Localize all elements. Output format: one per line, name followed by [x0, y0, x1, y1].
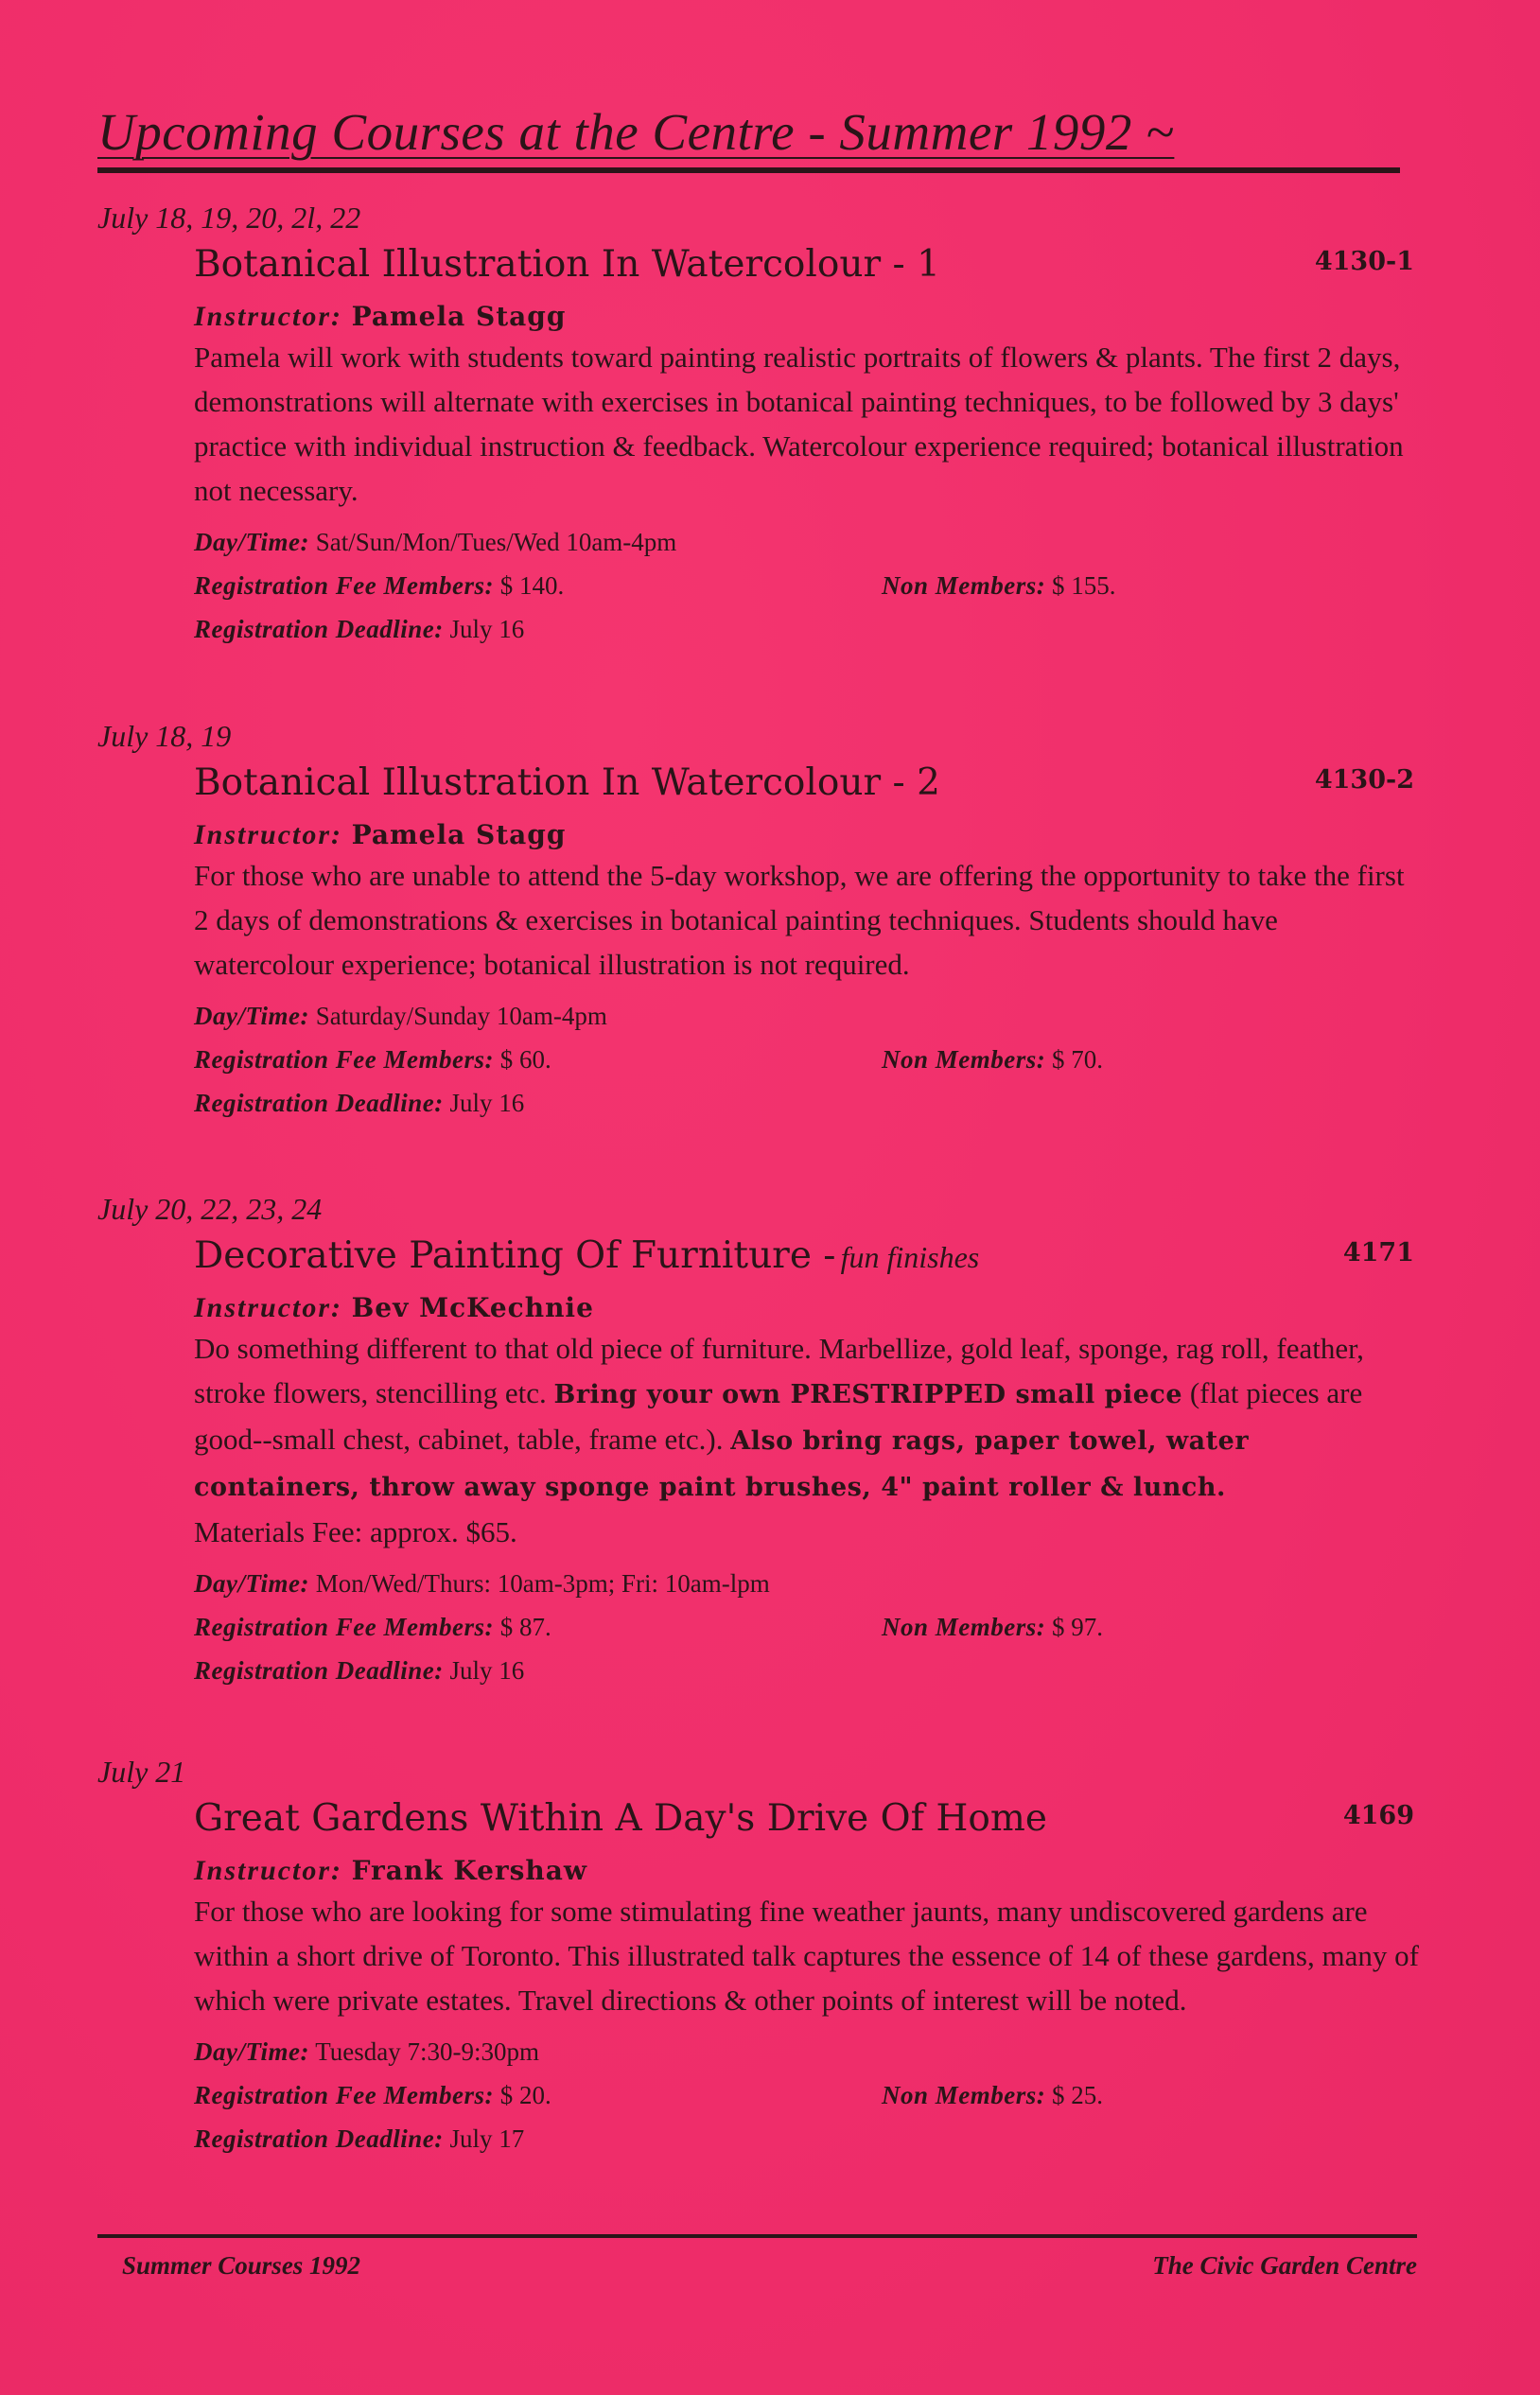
- course-subtitle: fun finishes: [840, 1240, 980, 1274]
- course-title: Botanical Illustration In Watercolour - 1: [194, 243, 940, 286]
- course-description: For those who are unable to attend the 5-day workshop, we are offering the opportunity to take the first 2 days of demonstrations & exercises in botanical painting techniques. Students should have watercolour experience; botanical illustration is not required.: [194, 859, 1405, 981]
- fee-non-members-value: $ 97.: [1052, 1613, 1103, 1641]
- page-header: [97, 102, 1400, 173]
- fee-members-value: $ 140.: [499, 571, 565, 600]
- course-section: [97, 201, 1422, 651]
- course-meta: [194, 2030, 1414, 2160]
- course-code: 4130-1: [1314, 247, 1414, 276]
- deadline-label: Registration Deadline:: [194, 1656, 444, 1685]
- non-members-label: Non Members:: [882, 571, 1046, 600]
- course-section: [97, 1755, 1422, 2160]
- deadline-value: July 16: [449, 1089, 525, 1117]
- instructor-line: [194, 818, 1414, 851]
- page-footer: [97, 2234, 1417, 2280]
- fee-members-label: Registration Fee Members:: [194, 1613, 494, 1641]
- day-time-value: Saturday/Sunday 10am-4pm: [315, 1002, 607, 1030]
- deadline-label: Registration Deadline:: [194, 1089, 444, 1117]
- deadline-label: Registration Deadline:: [194, 2124, 444, 2153]
- course-description: Pamela will work with students toward painting realistic portraits of flowers & plants. The first 2 days, demonstrations will alternate with exercises in botanical painting techniques, to be followed by 3 days' practice with individual instruction & feedback. Watercolour experience required; botanical illustration not necessary.: [194, 341, 1404, 507]
- instructor-label: Instructor:: [194, 301, 343, 332]
- instructor-label: Instructor:: [194, 819, 343, 850]
- instructor-name: Bev McKechnie: [351, 1292, 594, 1323]
- fee-non-members-value: $ 25.: [1052, 2081, 1103, 2109]
- description-text: (flat pieces are good--small chest, cabinet, table, frame etc.).: [194, 1376, 1363, 1456]
- non-members-label: Non Members:: [882, 2081, 1046, 2109]
- non-members-label: Non Members:: [882, 1613, 1046, 1641]
- course-date: July 20, 22, 23, 24: [97, 1192, 323, 1226]
- course-title: Decorative Painting Of Furniture -: [194, 1234, 836, 1277]
- fee-non-members-value: $ 155.: [1052, 571, 1116, 600]
- course-meta: [194, 994, 1414, 1125]
- day-time-value: Sat/Sun/Mon/Tues/Wed 10am-4pm: [315, 528, 677, 556]
- day-time-label: Day/Time:: [194, 528, 309, 556]
- course-meta: [194, 520, 1414, 651]
- course-description: For those who are looking for some stimulating fine weather jaunts, many undiscovered gardens are within a short drive of Toronto. This illustrated talk captures the essence of 14 of these gardens, many of which were private estates. Travel directions & other points of interest will be noted.: [194, 1895, 1419, 2017]
- deadline-value: July 17: [449, 2124, 525, 2153]
- deadline-label: Registration Deadline:: [194, 615, 444, 643]
- day-time-label: Day/Time:: [194, 2037, 309, 2066]
- instructor-label: Instructor:: [194, 1292, 343, 1323]
- instructor-line: [194, 300, 1414, 333]
- course-date: July 18, 19: [97, 719, 232, 753]
- course-code: 4169: [1342, 1801, 1414, 1830]
- course-description: [194, 1326, 1424, 1554]
- day-time-label: Day/Time:: [194, 1569, 309, 1598]
- course-code: 4130-2: [1314, 765, 1414, 795]
- deadline-value: July 16: [449, 615, 525, 643]
- course-meta: [194, 1562, 1414, 1692]
- day-time-value: Mon/Wed/Thurs: 10am-3pm; Fri: 10am-lpm: [315, 1569, 770, 1598]
- fee-members-value: $ 87.: [499, 1613, 551, 1641]
- instructor-label: Instructor:: [194, 1855, 343, 1886]
- course-date: July 18, 19, 20, 2l, 22: [97, 201, 361, 235]
- course-code: 4171: [1342, 1238, 1414, 1267]
- course-date: July 21: [97, 1755, 186, 1789]
- fee-members-label: Registration Fee Members:: [194, 571, 494, 600]
- instructor-name: Pamela Stagg: [351, 301, 567, 332]
- page-title: Upcoming Courses at the Centre - Summer 1992 ~: [97, 103, 1175, 161]
- fee-members-label: Registration Fee Members:: [194, 1045, 494, 1074]
- materials-fee: Materials Fee: approx. $65.: [194, 1515, 517, 1548]
- description-text: Do something different to that old piece of furniture. Marbellize, gold leaf, sponge, rag roll, feather, stroke flowers, stencilling etc.: [194, 1332, 1364, 1409]
- non-members-label: Non Members:: [882, 1045, 1046, 1074]
- footer-right: The Civic Garden Centre: [1152, 2251, 1417, 2280]
- fee-members-value: $ 20.: [499, 2081, 551, 2109]
- fee-members-value: $ 60.: [499, 1045, 551, 1074]
- day-time-value: Tuesday 7:30-9:30pm: [315, 2037, 539, 2066]
- fee-non-members-value: $ 70.: [1052, 1045, 1103, 1074]
- course-section: [97, 1192, 1422, 1692]
- fee-members-label: Registration Fee Members:: [194, 2081, 494, 2109]
- course-title: Great Gardens Within A Day's Drive Of Home: [194, 1797, 1047, 1840]
- instructor-line: [194, 1291, 1414, 1324]
- instructor-line: [194, 1854, 1414, 1887]
- instructor-name: Frank Kershaw: [351, 1855, 588, 1886]
- footer-left: Summer Courses 1992: [122, 2251, 361, 2280]
- description-bold: Also bring rags, paper towel, water containers, throw away sponge paint brushes, 4" paint roller & lunch.: [194, 1426, 1250, 1502]
- course-title: Botanical Illustration In Watercolour - 2: [194, 761, 940, 804]
- course-section: [97, 719, 1422, 1125]
- description-bold: Bring your own PRESTRIPPED small piece: [553, 1380, 1183, 1409]
- deadline-value: July 16: [449, 1656, 525, 1685]
- day-time-label: Day/Time:: [194, 1002, 309, 1030]
- instructor-name: Pamela Stagg: [351, 819, 567, 850]
